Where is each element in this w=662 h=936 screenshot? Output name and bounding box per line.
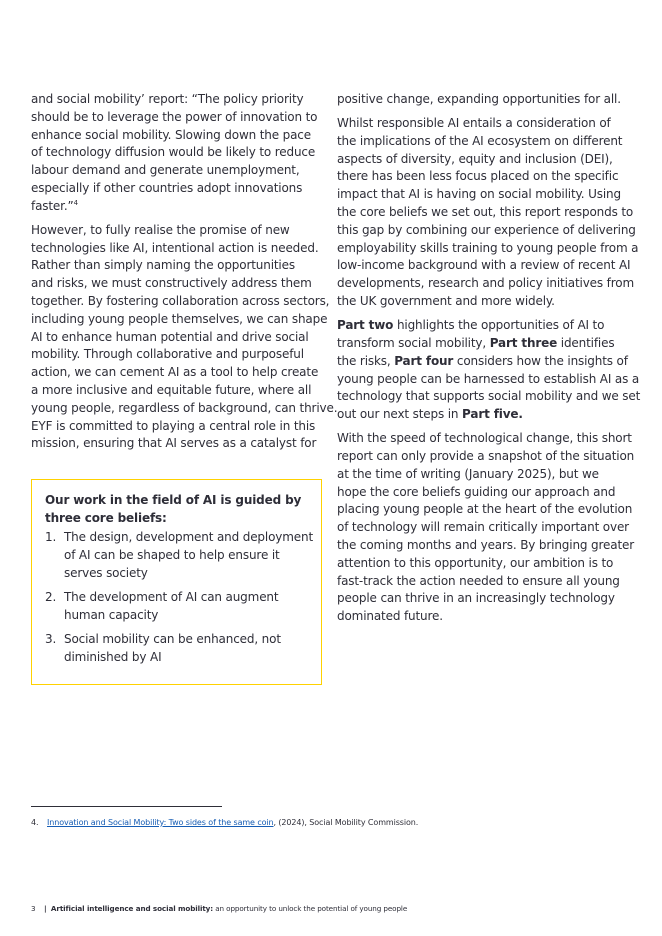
text-line: EYF is committed to playing a central role in this bbox=[31, 418, 316, 433]
paragraph-intentional-action bbox=[31, 222, 338, 453]
text-line: technologies like AI, intentional action is needed. bbox=[31, 240, 319, 255]
paragraph-responsible-ai bbox=[337, 115, 639, 311]
text-line: this gap by combining our experience of delivering bbox=[337, 222, 636, 237]
belief-item bbox=[45, 589, 307, 625]
text-line: hope the core beliefs guiding our approach and bbox=[337, 484, 616, 499]
text-line: low-income background with a review of recent AI bbox=[337, 258, 631, 273]
text-line: With the speed of technological change, this short bbox=[337, 431, 632, 446]
text-fragment: the risks, bbox=[337, 353, 395, 368]
list-number: 3. bbox=[45, 631, 57, 646]
text-fragment: out our next steps in bbox=[337, 407, 463, 422]
text-line: AI to enhance human potential and drive social bbox=[31, 329, 309, 344]
text-line: positive change, expanding opportunities for all. bbox=[337, 92, 621, 106]
text-line: action, we can cement AI as a tool to help create bbox=[31, 365, 319, 380]
text-line: employability skills training to young people from a bbox=[337, 240, 639, 255]
core-beliefs-box bbox=[31, 479, 322, 685]
text-line: The design, development and deployment bbox=[64, 530, 314, 544]
list-number: 1. bbox=[45, 530, 57, 544]
footer-subtitle: an opportunity to unlock the potential of young people bbox=[213, 904, 408, 913]
text-line: However, to fully realise the promise of new bbox=[31, 222, 290, 237]
text-line: together. By fostering collaboration across sectors, bbox=[31, 294, 330, 309]
text-line: young people can be harnessed to establish AI as a bbox=[337, 371, 640, 386]
text-line: three core beliefs: bbox=[45, 511, 167, 525]
footnote bbox=[31, 817, 418, 829]
text-line: and risks, we must constructively address them bbox=[31, 276, 312, 291]
text-line: people can thrive in an increasingly technology bbox=[337, 591, 615, 606]
text-line: including young people themselves, we can shape bbox=[31, 311, 328, 326]
text-line: of technology diffusion would be likely to reduce bbox=[31, 145, 316, 160]
footnote-divider bbox=[31, 806, 222, 807]
text-line: dominated future. bbox=[337, 609, 443, 624]
text-line bbox=[337, 318, 604, 332]
text-line: the implications of the AI ecosystem on different bbox=[337, 133, 623, 148]
right-column bbox=[337, 91, 641, 632]
text-line: the core beliefs we set out, this report responds to bbox=[337, 205, 634, 220]
part-five-label: Part five. bbox=[462, 407, 523, 422]
text-line: Social mobility can be enhanced, not bbox=[64, 631, 281, 646]
belief-item bbox=[45, 529, 314, 582]
text-line: aspects of diversity, equity and inclusion (DEI), bbox=[337, 151, 613, 166]
text-line: Our work in the field of AI is guided by bbox=[45, 493, 302, 507]
footer-title: Artificial intelligence and social mobility: bbox=[50, 904, 214, 913]
text-line: attention to this opportunity, our ambition is to bbox=[337, 555, 614, 570]
text-fragment: transform social mobility, bbox=[337, 335, 490, 350]
text-line: serves society bbox=[64, 565, 148, 580]
text-line: enhance social mobility. Slowing down the pace bbox=[31, 127, 311, 142]
paragraph-positive-change bbox=[337, 91, 629, 109]
paragraph-report-parts bbox=[337, 317, 641, 424]
text-line bbox=[337, 407, 523, 421]
core-beliefs-list bbox=[45, 529, 314, 667]
page-number: 3 bbox=[31, 904, 36, 913]
text-line: mission, ensuring that AI serves as a catalyst for bbox=[31, 436, 317, 451]
paragraph-policy-quote bbox=[31, 91, 325, 216]
text-line: the coming months and years. By bringing greater bbox=[337, 538, 635, 553]
text-line: Whilst responsible AI entails a consideration of bbox=[337, 116, 611, 131]
text-line: placing young people at the heart of the evolution bbox=[337, 502, 633, 517]
text-line: young people, regardless of background, can thrive. bbox=[31, 400, 338, 415]
text-line: especially if other countries adopt innovations bbox=[31, 180, 303, 195]
part-three-label: Part three bbox=[489, 335, 558, 350]
part-two-label: Part two bbox=[337, 318, 394, 333]
text-line: Rather than simply naming the opportunities bbox=[31, 258, 295, 273]
text-line: labour demand and generate unemployment, bbox=[31, 163, 300, 178]
footnote-text: , (2024), Social Mobility Commission. bbox=[273, 818, 419, 827]
text-line: and social mobility’ report: “The policy priority bbox=[31, 92, 304, 106]
text-line: The development of AI can augment bbox=[64, 589, 279, 604]
text-line: a more inclusive and equitable future, where all bbox=[31, 383, 312, 398]
text-fragment: highlights the opportunities of AI to bbox=[393, 318, 605, 333]
part-four-label: Part four bbox=[394, 353, 454, 368]
text-fragment: identifies bbox=[557, 335, 615, 350]
list-number: 2. bbox=[45, 589, 57, 604]
text-line: of technology will remain critically important over bbox=[337, 520, 629, 535]
text-line: of AI can be shaped to help ensure it bbox=[64, 547, 280, 562]
text-line bbox=[337, 336, 614, 350]
page-footer bbox=[31, 904, 407, 914]
footnote-source-link[interactable]: Innovation and Social Mobility: Two sides of the same coin bbox=[47, 818, 274, 827]
text-line: fast-track the action needed to ensure all young bbox=[337, 573, 620, 588]
text-line: there has been less focus placed on the specific bbox=[337, 169, 619, 184]
belief-item bbox=[45, 631, 307, 667]
footer-separator: | bbox=[44, 904, 47, 913]
text-line: should be to leverage the power of innovation to bbox=[31, 109, 318, 124]
text-line: human capacity bbox=[64, 607, 159, 622]
text-line: the UK government and more widely. bbox=[337, 294, 555, 309]
text-line: mobility. Through collaborative and purposeful bbox=[31, 347, 304, 362]
text-line: technology that supports social mobility and we set bbox=[337, 389, 641, 404]
text-line: report can only provide a snapshot of the situation bbox=[337, 449, 635, 464]
text-line bbox=[337, 354, 628, 368]
core-beliefs-title bbox=[45, 491, 307, 527]
footnote-reference[interactable]: 4 bbox=[73, 198, 78, 207]
text-line: impact that AI is having on social mobility. Using bbox=[337, 187, 621, 202]
text-line: developments, research and policy initiatives from bbox=[337, 276, 634, 291]
text-line: at the time of writing (January 2025), but we bbox=[337, 466, 599, 481]
footnote-number: 4. bbox=[31, 818, 39, 827]
text-line: diminished by AI bbox=[64, 649, 162, 664]
left-column bbox=[31, 91, 338, 460]
text-fragment: considers how the insights of bbox=[453, 353, 628, 368]
text-line: faster.” bbox=[31, 198, 74, 213]
paragraph-snapshot bbox=[337, 430, 635, 626]
